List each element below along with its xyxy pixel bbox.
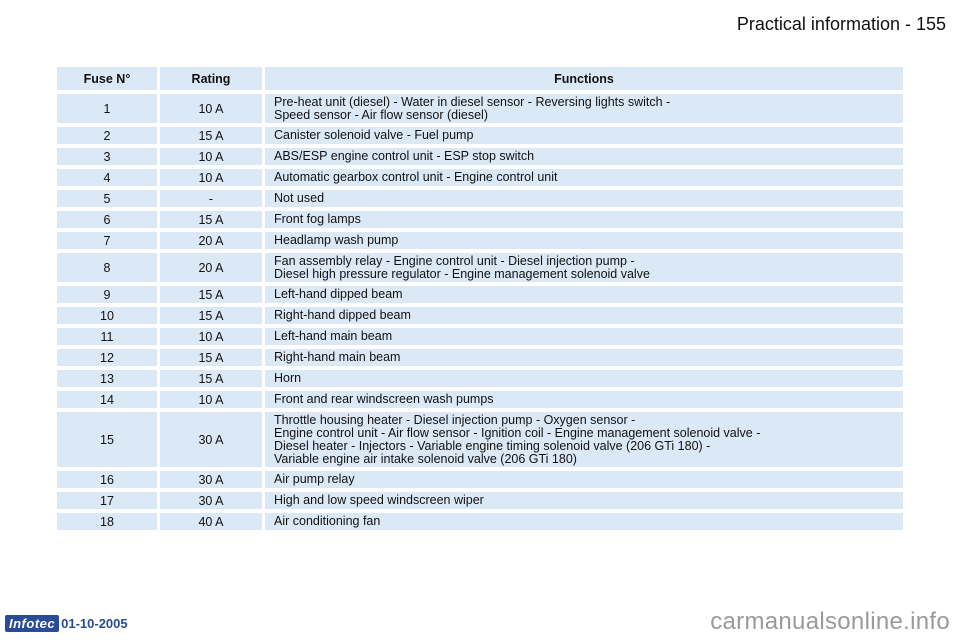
fuse-functions bbox=[262, 94, 903, 127]
function-line: Not used bbox=[274, 191, 325, 205]
fuse-number: 12 bbox=[57, 349, 157, 370]
function-line: Headlamp wash pump bbox=[274, 233, 399, 247]
fuse-functions bbox=[262, 307, 903, 328]
function-line: Variable engine air intake solenoid valve (206 GTi 180) bbox=[274, 451, 577, 466]
fuse-rating: 15 A bbox=[157, 370, 262, 391]
fuse-rating: 10 A bbox=[157, 94, 262, 127]
fuse-number: 10 bbox=[57, 307, 157, 328]
fuse-rating: 15 A bbox=[157, 349, 262, 370]
table-row bbox=[57, 513, 903, 534]
function-line: Fan assembly relay - Engine control unit - Diesel injection pump - bbox=[274, 253, 635, 268]
fuse-rating: 20 A bbox=[157, 232, 262, 253]
fuse-functions bbox=[262, 513, 903, 534]
table-row bbox=[57, 127, 903, 148]
fuse-number: 17 bbox=[57, 492, 157, 513]
table-row bbox=[57, 94, 903, 127]
function-line: Left-hand main beam bbox=[274, 329, 393, 343]
table-row bbox=[57, 370, 903, 391]
fuse-rating: 15 A bbox=[157, 127, 262, 148]
fuse-number: 7 bbox=[57, 232, 157, 253]
fuse-number: 9 bbox=[57, 286, 157, 307]
table-row bbox=[57, 211, 903, 232]
table-row bbox=[57, 232, 903, 253]
fuse-functions bbox=[262, 169, 903, 190]
fuse-functions bbox=[262, 471, 903, 492]
table-row bbox=[57, 412, 903, 471]
function-line: Canister solenoid valve - Fuel pump bbox=[274, 128, 474, 142]
fuse-rating: 15 A bbox=[157, 211, 262, 232]
fuse-functions bbox=[262, 492, 903, 513]
fuse-functions bbox=[262, 253, 903, 286]
fuse-rating: - bbox=[157, 190, 262, 211]
function-line: Right-hand dipped beam bbox=[274, 308, 411, 322]
header-rating: Rating bbox=[157, 67, 262, 94]
function-line: Engine control unit - Air flow sensor - Ignition coil - Engine management solenoid valve - bbox=[274, 425, 761, 440]
fuse-rating: 10 A bbox=[157, 169, 262, 190]
table-row bbox=[57, 471, 903, 492]
fuse-rating: 10 A bbox=[157, 391, 262, 412]
fuse-functions bbox=[262, 328, 903, 349]
fuse-functions bbox=[262, 349, 903, 370]
function-line: Speed sensor - Air flow sensor (diesel) bbox=[274, 107, 488, 122]
table-row bbox=[57, 349, 903, 370]
fuse-number: 5 bbox=[57, 190, 157, 211]
header-fuse-number: Fuse N° bbox=[57, 67, 157, 94]
footer-brand bbox=[5, 615, 128, 632]
fuse-rating: 30 A bbox=[157, 412, 262, 471]
function-line: Front fog lamps bbox=[274, 212, 361, 226]
function-line: High and low speed windscreen wiper bbox=[274, 493, 484, 507]
function-line: Automatic gearbox control unit - Engine control unit bbox=[274, 170, 558, 184]
fuse-rating: 30 A bbox=[157, 492, 262, 513]
fuse-number: 15 bbox=[57, 412, 157, 471]
table-row bbox=[57, 253, 903, 286]
function-line: Diesel heater - Injectors - Variable engine timing solenoid valve (206 GTi 180) - bbox=[274, 438, 711, 453]
fuse-functions bbox=[262, 391, 903, 412]
fuse-functions bbox=[262, 127, 903, 148]
fuse-functions bbox=[262, 412, 903, 471]
table-row bbox=[57, 169, 903, 190]
fuse-rating: 40 A bbox=[157, 513, 262, 534]
fuse-number: 6 bbox=[57, 211, 157, 232]
table-row bbox=[57, 492, 903, 513]
fuse-number: 1 bbox=[57, 94, 157, 127]
function-line: ABS/ESP engine control unit - ESP stop switch bbox=[274, 149, 535, 163]
edition-date: 01-10-2005 bbox=[61, 616, 128, 631]
table-row bbox=[57, 328, 903, 349]
fuse-number: 2 bbox=[57, 127, 157, 148]
fuse-number: 18 bbox=[57, 513, 157, 534]
function-line: Pre-heat unit (diesel) - Water in diesel sensor - Reversing lights switch - bbox=[274, 94, 671, 109]
table-row bbox=[57, 307, 903, 328]
table-header-row bbox=[57, 67, 903, 94]
fuse-functions bbox=[262, 232, 903, 253]
fuse-number: 3 bbox=[57, 148, 157, 169]
function-line: Front and rear windscreen wash pumps bbox=[274, 392, 494, 406]
header-functions: Functions bbox=[262, 67, 903, 94]
table-row bbox=[57, 286, 903, 307]
fuse-number: 13 bbox=[57, 370, 157, 391]
fuse-rating: 30 A bbox=[157, 471, 262, 492]
function-line: Throttle housing heater - Diesel injection pump - Oxygen sensor - bbox=[274, 412, 636, 427]
fuse-table bbox=[57, 67, 903, 534]
page-header: Practical information - 155 bbox=[736, 14, 946, 34]
fuse-number: 4 bbox=[57, 169, 157, 190]
table-row bbox=[57, 148, 903, 169]
fuse-rating: 10 A bbox=[157, 148, 262, 169]
function-line: Right-hand main beam bbox=[274, 350, 401, 364]
fuse-number: 16 bbox=[57, 471, 157, 492]
function-line: Air conditioning fan bbox=[274, 514, 381, 528]
fuse-functions bbox=[262, 190, 903, 211]
fuse-rating: 15 A bbox=[157, 307, 262, 328]
table-row bbox=[57, 190, 903, 211]
function-line: Diesel high pressure regulator - Engine management solenoid valve bbox=[274, 266, 650, 281]
table-row bbox=[57, 391, 903, 412]
infotec-logo: Infotec bbox=[5, 615, 59, 632]
fuse-number: 14 bbox=[57, 391, 157, 412]
fuse-number: 8 bbox=[57, 253, 157, 286]
function-line: Left-hand dipped beam bbox=[274, 287, 403, 301]
function-line: Air pump relay bbox=[274, 472, 355, 486]
fuse-functions bbox=[262, 370, 903, 391]
fuse-rating: 20 A bbox=[157, 253, 262, 286]
fuse-functions bbox=[262, 286, 903, 307]
watermark: carmanualsonline.info bbox=[710, 608, 950, 635]
fuse-rating: 15 A bbox=[157, 286, 262, 307]
fuse-rating: 10 A bbox=[157, 328, 262, 349]
function-line: Horn bbox=[274, 371, 302, 385]
fuse-number: 11 bbox=[57, 328, 157, 349]
fuse-functions bbox=[262, 211, 903, 232]
fuse-functions bbox=[262, 148, 903, 169]
